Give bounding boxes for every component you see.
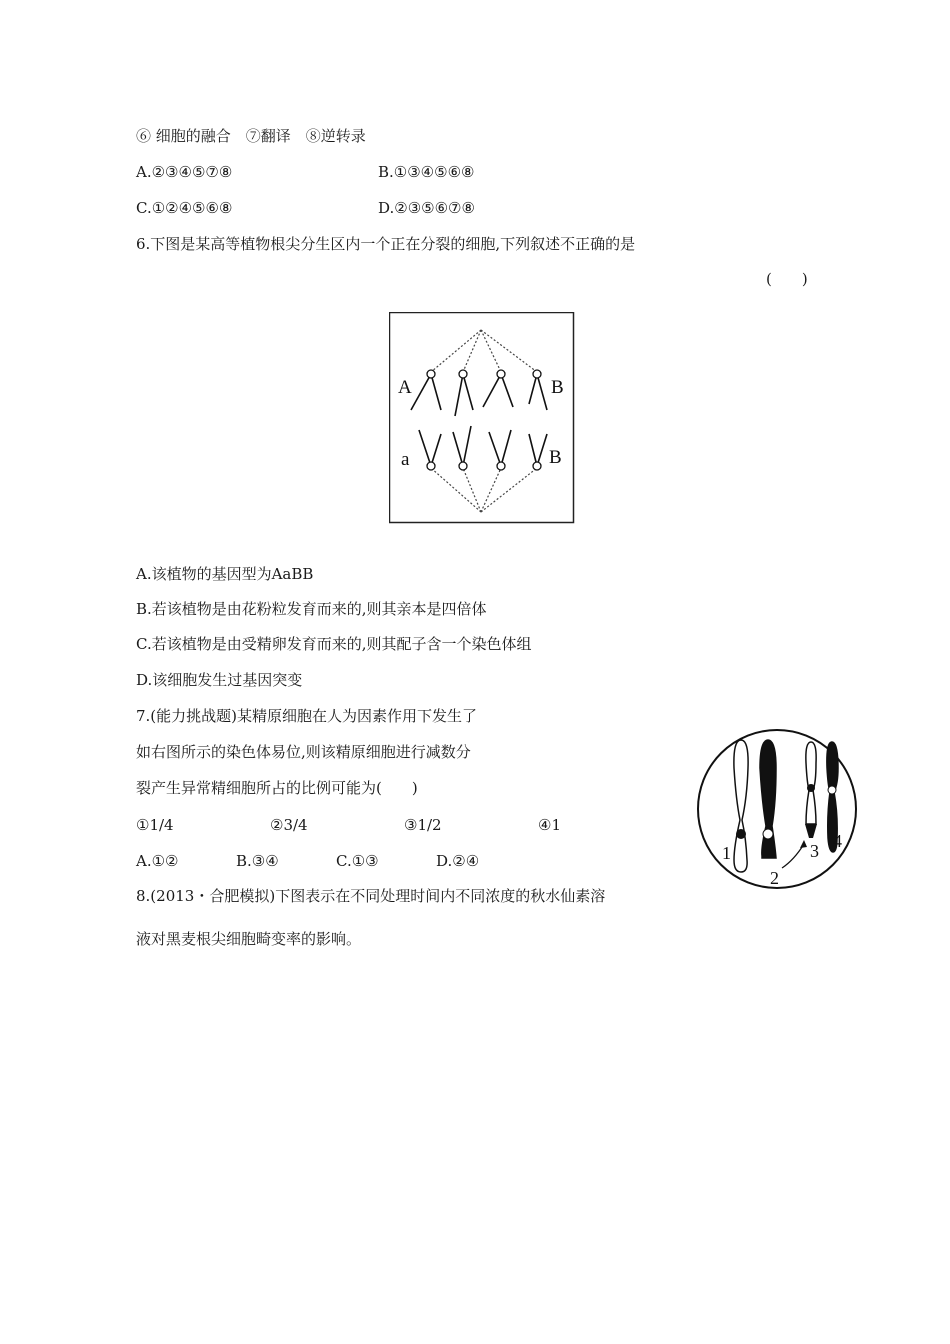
q5-option-d: D.②③⑤⑥⑦⑧ [378,199,475,217]
q6-label-bottom-left: a [401,449,410,470]
q5-option-b: B.①③④⑤⑥⑧ [378,163,475,181]
q7-label-1: 1 [722,843,731,863]
q7-item-1: ①1/4 [136,816,174,834]
q5-items-tail: ⑥ 细胞的融合 ⑦翻译 ⑧逆转录 [136,127,366,145]
q7-stem-line-3: 裂产生异常精细胞所占的比例可能为( ) [136,779,418,797]
q7-stem-line-1: 7.(能力挑战题)某精原细胞在人为因素作用下发生了 [136,707,478,725]
q8-stem-line-1: 8.(2013・合肥模拟)下图表示在不同处理时间内不同浓度的秋水仙素溶 [136,887,606,905]
q7-option-c: C.①③ [336,852,379,870]
q7-option-d: D.②④ [436,852,480,870]
q7-item-4: ④1 [538,816,561,834]
q8-stem-line-2: 液对黑麦根尖细胞畸变率的影响。 [136,930,362,948]
q7-stem-line-2: 如右图所示的染色体易位,则该精原细胞进行减数分 [136,743,471,761]
q6-option-d: D.该细胞发生过基因突变 [136,671,303,689]
q7-label-4: 4 [833,831,842,851]
q6-option-b: B.若该植物是由花粉粒发育而来的,则其亲本是四倍体 [136,600,487,618]
q5-option-c: C.①②④⑤⑥⑧ [136,199,233,217]
q7-item-3: ③1/2 [404,816,442,834]
q6-stem: 6.下图是某高等植物根尖分生区内一个正在分裂的细胞,下列叙述不正确的是 [136,235,636,253]
q7-item-2: ②3/4 [270,816,308,834]
q6-option-a: A.该植物的基因型为AaBB [136,565,314,583]
q7-label-2: 2 [770,868,779,888]
q6-cell-division-figure [389,312,575,524]
q5-option-a: A.②③④⑤⑦⑧ [136,163,233,181]
q6-option-c: C.若该植物是由受精卵发育而来的,则其配子含一个染色体组 [136,635,532,653]
q6-label-top-left: A [398,377,412,398]
q6-answer-blank: ( ) [766,270,808,288]
q6-label-top-right: B [551,377,564,398]
q7-option-a: A.①② [136,852,179,870]
q7-chromosome-translocation-figure [696,728,858,890]
q6-label-bottom-right: B [549,447,562,468]
q7-option-b: B.③④ [236,852,279,870]
q7-label-3: 3 [810,841,819,861]
